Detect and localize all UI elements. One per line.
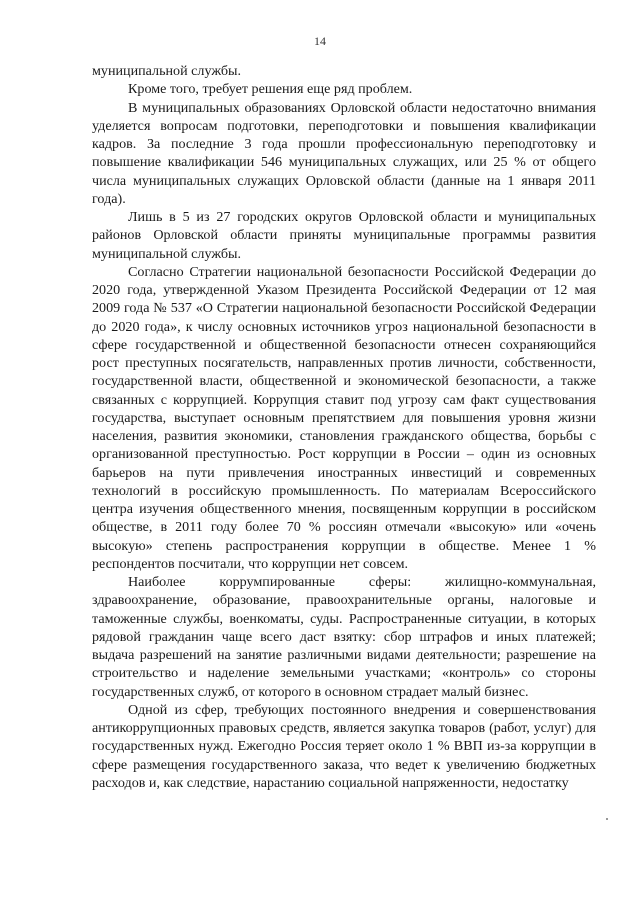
paragraph: Кроме того, требует решения еще ряд проблем. <box>128 81 413 98</box>
paragraph-continuation: муниципальной службы. <box>92 63 242 79</box>
page-number: 14 <box>314 34 326 48</box>
paragraph: Одной из сфер, требующих постоянного внедрения и совершенствования антикоррупционных правовых средств, является закупка товаров (работ, услуг) для государственных нужд. Ежегодно Россия теряет около 1 % ВВП из-за коррупции в сфере размещения государственного заказа, что ведет к увеличению бюджетных расходов и, как следствие, нарастанию социальной напряженности, недостатку <box>92 701 596 791</box>
body-text <box>92 62 596 792</box>
paragraph: Наиболее коррумпированные сферы: жилищно-коммунальная, здравоохранение, образование, правоохранительные органы, налоговые и таможенные службы, военкоматы, суды. Распространенные ситуации, в которых рядовой гражданин чаще всего даст взятку: сбор штрафов и иных платежей; выдача разрешений на занятие различными видами деятельности; разрешение на строительство и наделение земельными участками; «контроль» со стороны государственных служб, от которого в основном страдает малый бизнес. <box>92 574 596 700</box>
paragraph: Лишь в 5 из 27 городских округов Орловской области и муниципальных районов Орловской области приняты муниципальные программы развития муниципальной службы. <box>92 209 596 262</box>
paragraph: В муниципальных образованиях Орловской области недостаточно внимания уделяется вопросам подготовки, переподготовки и повышения квалификации кадров. За последние 3 года прошли профессиональную переподготовку и повышение квалификации 546 муниципальных служащих, или 25 % от общего числа муниципальных служащих Орловской области (данные на 1 января 2011 года). <box>92 99 596 207</box>
paragraph: Согласно Стратегии национальной безопасности Российской Федерации до 2020 года, утвержденной Указом Президента Российской Федерации от 12 мая 2009 года № 537 «О Стратегии национальной безопасности Российской Федерации до 2020 года», к числу основных источников угроз национальной безопасности в сфере государственной и общественной безопасности отнесен сохраняющийся рост преступных посягательств, направленных против личности, собственности, государственной власти, общественной и экономической безопасности, а также связанных с коррупцией. Коррупция ставит под угрозу сам факт существования государства, выступает основным препятствием для повышения уровня жизни населения, развития экономики, становления гражданского общества, борьбы с организованной преступностью. Рост коррупции в России – один из основных барьеров на пути привлечения иностранных инвестиций и современных технологий в российскую промышленность. По материалам Всероссийского центра изучения общественного мнения, посвященным коррупции в российском обществе, в 2011 году более 70 % россиян отмечали «высокую» или «очень высокую» степень распространения коррупции в обществе. Менее 1 % респондентов посчитали, что коррупции нет совсем. <box>92 263 596 572</box>
scan-speck <box>606 818 608 820</box>
